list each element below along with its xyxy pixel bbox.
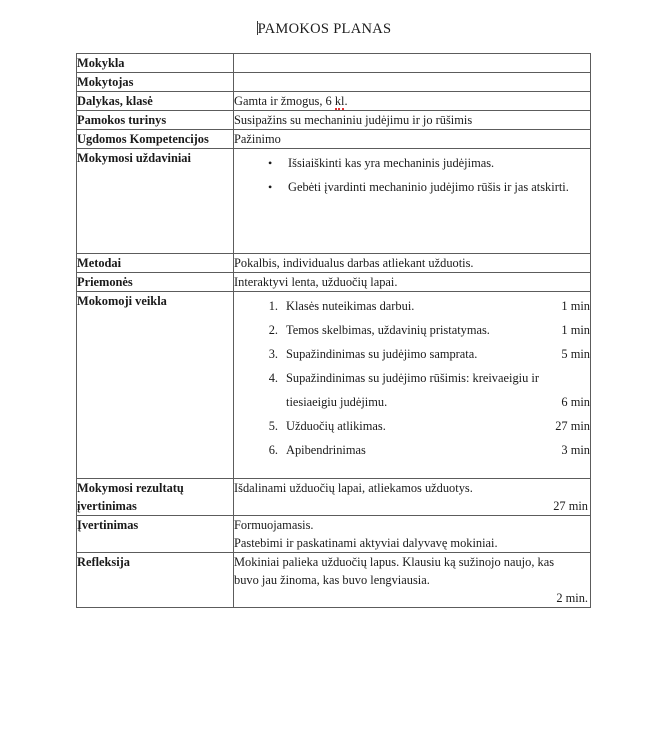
row-label-mokytojas: Mokytojas — [77, 73, 234, 92]
reflection-line-2: buvo jau žinoma, kas buvo lengviausia. — [234, 573, 430, 587]
row-value-mokymosi-rezultatu-ivertinimas[interactable] — [234, 479, 591, 516]
table-row — [77, 54, 591, 73]
page-title — [0, 21, 648, 38]
list-item — [260, 294, 590, 318]
activity-line-wrapped — [286, 390, 590, 414]
activity-line — [286, 294, 590, 318]
lesson-plan-table — [76, 53, 591, 608]
table-row — [77, 254, 591, 273]
table-row — [77, 516, 591, 553]
reflection-duration: 2 min. — [556, 591, 588, 605]
list-item — [260, 318, 590, 342]
activity-text-continued: tiesiaeigiu judėjimu. — [286, 395, 388, 409]
table-row — [77, 273, 591, 292]
row-label-dalykas-klase: Dalykas, klasė — [77, 92, 234, 111]
row-label-ivertinimas: Įvertinimas — [77, 516, 234, 553]
activity-line — [286, 318, 590, 342]
reflection-line-1: Mokiniai palieka užduočių lapus. Klausiu ką sužinojo naujo, kas — [234, 555, 555, 569]
row-value-priemones[interactable]: Interaktyvi lenta, užduočių lapai. — [234, 273, 591, 292]
row-label-mokymosi-rezultatu-ivertinimas — [77, 479, 234, 516]
list-item — [260, 366, 590, 414]
assessment-line-2: Pastebimi ir paskatinami aktyviai dalyvavę mokiniai. — [234, 536, 498, 550]
list-item: • Gebėti įvardinti mechaninio judėjimo rūšis ir jas atskirti. — [268, 175, 590, 199]
row-value-dalykas-klase[interactable] — [234, 92, 591, 111]
table-row — [77, 479, 591, 516]
list-item — [260, 414, 590, 438]
label-line-2: įvertinimas — [77, 499, 137, 513]
activities-list — [234, 294, 590, 462]
table-row — [77, 73, 591, 92]
table-row — [77, 292, 591, 479]
row-value-metodai[interactable]: Pokalbis, individualus darbas atliekant užduotis. — [234, 254, 591, 273]
activity-text: Supažindinimas su judėjimo rūšimis: kreivaeigiu ir — [286, 371, 539, 385]
misspelled-word: kl — [334, 94, 345, 108]
page-title-text: PAMOKOS PLANAS — [257, 21, 392, 37]
row-label-metodai: Metodai — [77, 254, 234, 273]
table-row — [77, 149, 591, 254]
activity-line — [286, 414, 590, 438]
activity-duration: 1 min — [561, 299, 590, 313]
activity-text: Užduočių atlikimas. — [286, 419, 386, 433]
activity-text: Apibendrinimas — [286, 443, 366, 457]
row-value-mokomoji-veikla[interactable] — [234, 292, 591, 479]
activity-duration: 3 min — [561, 443, 590, 457]
activity-text: Klasės nuteikimas darbui. — [286, 299, 415, 313]
row-label-mokymosi-uzdaviniai: Mokymosi uždaviniai — [77, 149, 234, 254]
results-text: Išdalinami užduočių lapai, atliekamos užduotys. — [234, 481, 473, 495]
row-label-mokykla: Mokykla — [77, 54, 234, 73]
activity-line — [286, 366, 590, 390]
row-label-priemones: Priemonės — [77, 273, 234, 292]
spacer — [234, 464, 590, 478]
row-value-refleksija[interactable] — [234, 553, 591, 608]
row-label-ugdomos-kompetencijos: Ugdomos Kompetencijos — [77, 130, 234, 149]
row-value-pamokos-turinys[interactable]: Susipažins su mechaniniu judėjimu ir jo rūšimis — [234, 111, 591, 130]
table-row — [77, 92, 591, 111]
table-row — [77, 553, 591, 608]
row-value-ivertinimas[interactable] — [234, 516, 591, 553]
table-row — [77, 130, 591, 149]
table-row — [77, 111, 591, 130]
results-duration: 27 min — [553, 499, 588, 513]
activity-duration: 5 min — [561, 347, 590, 361]
row-label-mokomoji-veikla: Mokomoji veikla — [77, 292, 234, 479]
objectives-list — [234, 151, 590, 199]
row-value-mokymosi-uzdaviniai[interactable] — [234, 149, 591, 254]
activity-duration: 27 min — [555, 419, 590, 433]
spacer — [234, 201, 590, 253]
list-item: • Išsiaiškinti kas yra mechaninis judėjimas. — [268, 151, 590, 175]
row-label-refleksija: Refleksija — [77, 553, 234, 608]
row-value-mokytojas[interactable] — [234, 73, 591, 92]
list-item — [260, 342, 590, 366]
label-line-1: Mokymosi rezultatų — [77, 481, 184, 495]
list-item — [260, 438, 590, 462]
activity-text: Supažindinimas su judėjimo samprata. — [286, 347, 478, 361]
row-value-ugdomos-kompetencijos[interactable]: Pažinimo — [234, 130, 591, 149]
activity-duration: 1 min — [561, 323, 590, 337]
row-label-pamokos-turinys: Pamokos turinys — [77, 111, 234, 130]
activity-duration: 6 min — [561, 395, 590, 409]
activity-line — [286, 342, 590, 366]
subject-text: Gamta ir žmogus, 6 — [234, 94, 335, 108]
row-value-mokykla[interactable] — [234, 54, 591, 73]
subject-suffix: . — [344, 94, 348, 108]
activity-text: Temos skelbimas, uždavinių pristatymas. — [286, 323, 490, 337]
assessment-line-1: Formuojamasis. — [234, 518, 314, 532]
activity-line — [286, 438, 590, 462]
